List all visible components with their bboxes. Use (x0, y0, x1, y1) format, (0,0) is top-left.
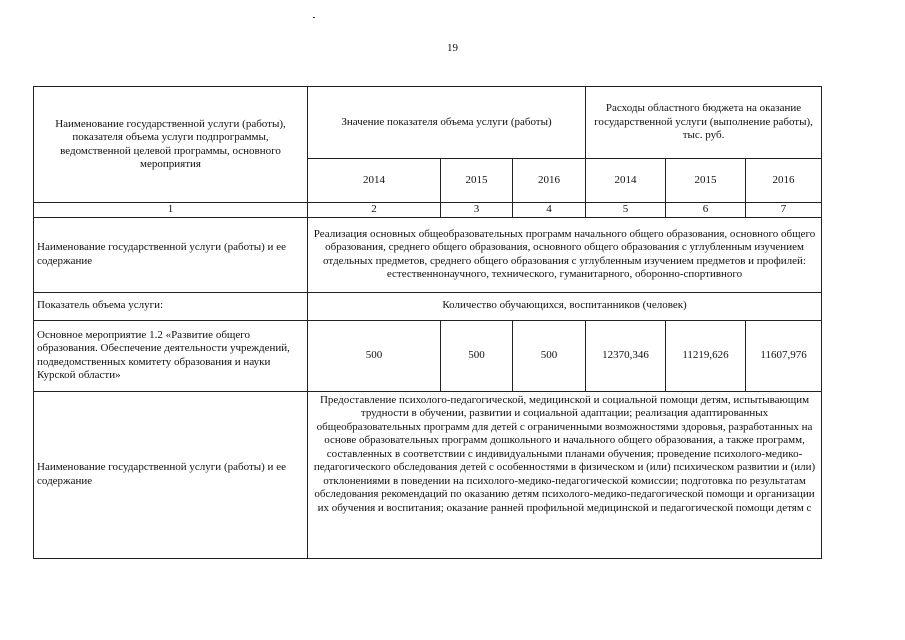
column-number: 6 (666, 203, 746, 218)
header-budget-expenses: Расходы областного бюджета на оказание государственной услуги (выполнение работы), тыс. руб. (586, 87, 822, 159)
activity-label: Основное мероприятие 1.2 «Развитие общего образования. Обеспечение деятельности учреждений, подведомственных комитету образования и науки Курской области» (34, 320, 308, 391)
year-cell: 2016 (513, 159, 586, 203)
activity-value: 500 (513, 320, 586, 391)
header-volume-value: Значение показателя объема услуги (работы) (308, 87, 586, 159)
year-cell: 2015 (441, 159, 513, 203)
service-content: Предоставление психолого-педагогической, медицинской и социальной помощи детям, испытывающим трудности в обучении, развитии и социальной адаптации; реализация адаптированных общеобразовательных программ для детей с ограниченными возможностями здоровья, разработанных на основе образовательных программ дошкольного и начального общего образования, а также программ, составленных в соответствии с индивидуальными планами обучения; проведение психолого-медико-педагогического обследования детей с особенностями в физическом и (или) психическом развитии и (или) отклонениями в поведении на психолого-медико-педагогической комиссии; подготовка по результатам обследования рекомендаций по оказанию детям психолого-медико-педагогической помощи и организации их обучения и воспитания; оказание ранней профильной медицинской и педагогической помощи детям с (313, 393, 816, 514)
service-label: Наименование государственной услуги (работы) и ее содержание (34, 391, 308, 558)
year-cell: 2015 (666, 159, 746, 203)
activity-value: 500 (441, 320, 513, 391)
indicator-content: Количество обучающихся, воспитанников (человек) (308, 292, 822, 320)
column-number: 2 (308, 203, 441, 218)
year-cell: 2014 (308, 159, 441, 203)
column-number: 1 (34, 203, 308, 218)
service-content-cell (308, 391, 822, 558)
activity-value: 12370,346 (586, 320, 666, 391)
service-content: Реализация основных общеобразовательных программ начального общего образования, основного общего образования, среднего общего образования, основного общего образования с углубленным изучением отдельных предметов, среднего общего образования с углубленным изучением предметов и профилей: естественнонаучного, технического, гуманитарного, оборонно-спортивного (308, 217, 822, 292)
services-table (33, 86, 822, 559)
indicator-row (34, 292, 822, 320)
service-row-1 (34, 217, 822, 292)
activity-value: 500 (308, 320, 441, 391)
column-number: 7 (746, 203, 822, 218)
scan-speck (313, 17, 315, 18)
page-number: 19 (447, 42, 458, 54)
column-number: 3 (441, 203, 513, 218)
service-row-2 (34, 391, 822, 558)
header-service-name: Наименование государственной услуги (работы), показателя объема услуги подпрограммы, ведомственной целевой программы, основного мероприятия (34, 87, 308, 203)
column-number: 5 (586, 203, 666, 218)
year-cell: 2016 (746, 159, 822, 203)
activity-row (34, 320, 822, 391)
header-row-top (34, 87, 822, 159)
activity-value: 11607,976 (746, 320, 822, 391)
column-numbers-row (34, 203, 822, 218)
column-number: 4 (513, 203, 586, 218)
indicator-label: Показатель объема услуги: (34, 292, 308, 320)
service-label: Наименование государственной услуги (работы) и ее содержание (34, 217, 308, 292)
activity-value: 11219,626 (666, 320, 746, 391)
year-cell: 2014 (586, 159, 666, 203)
